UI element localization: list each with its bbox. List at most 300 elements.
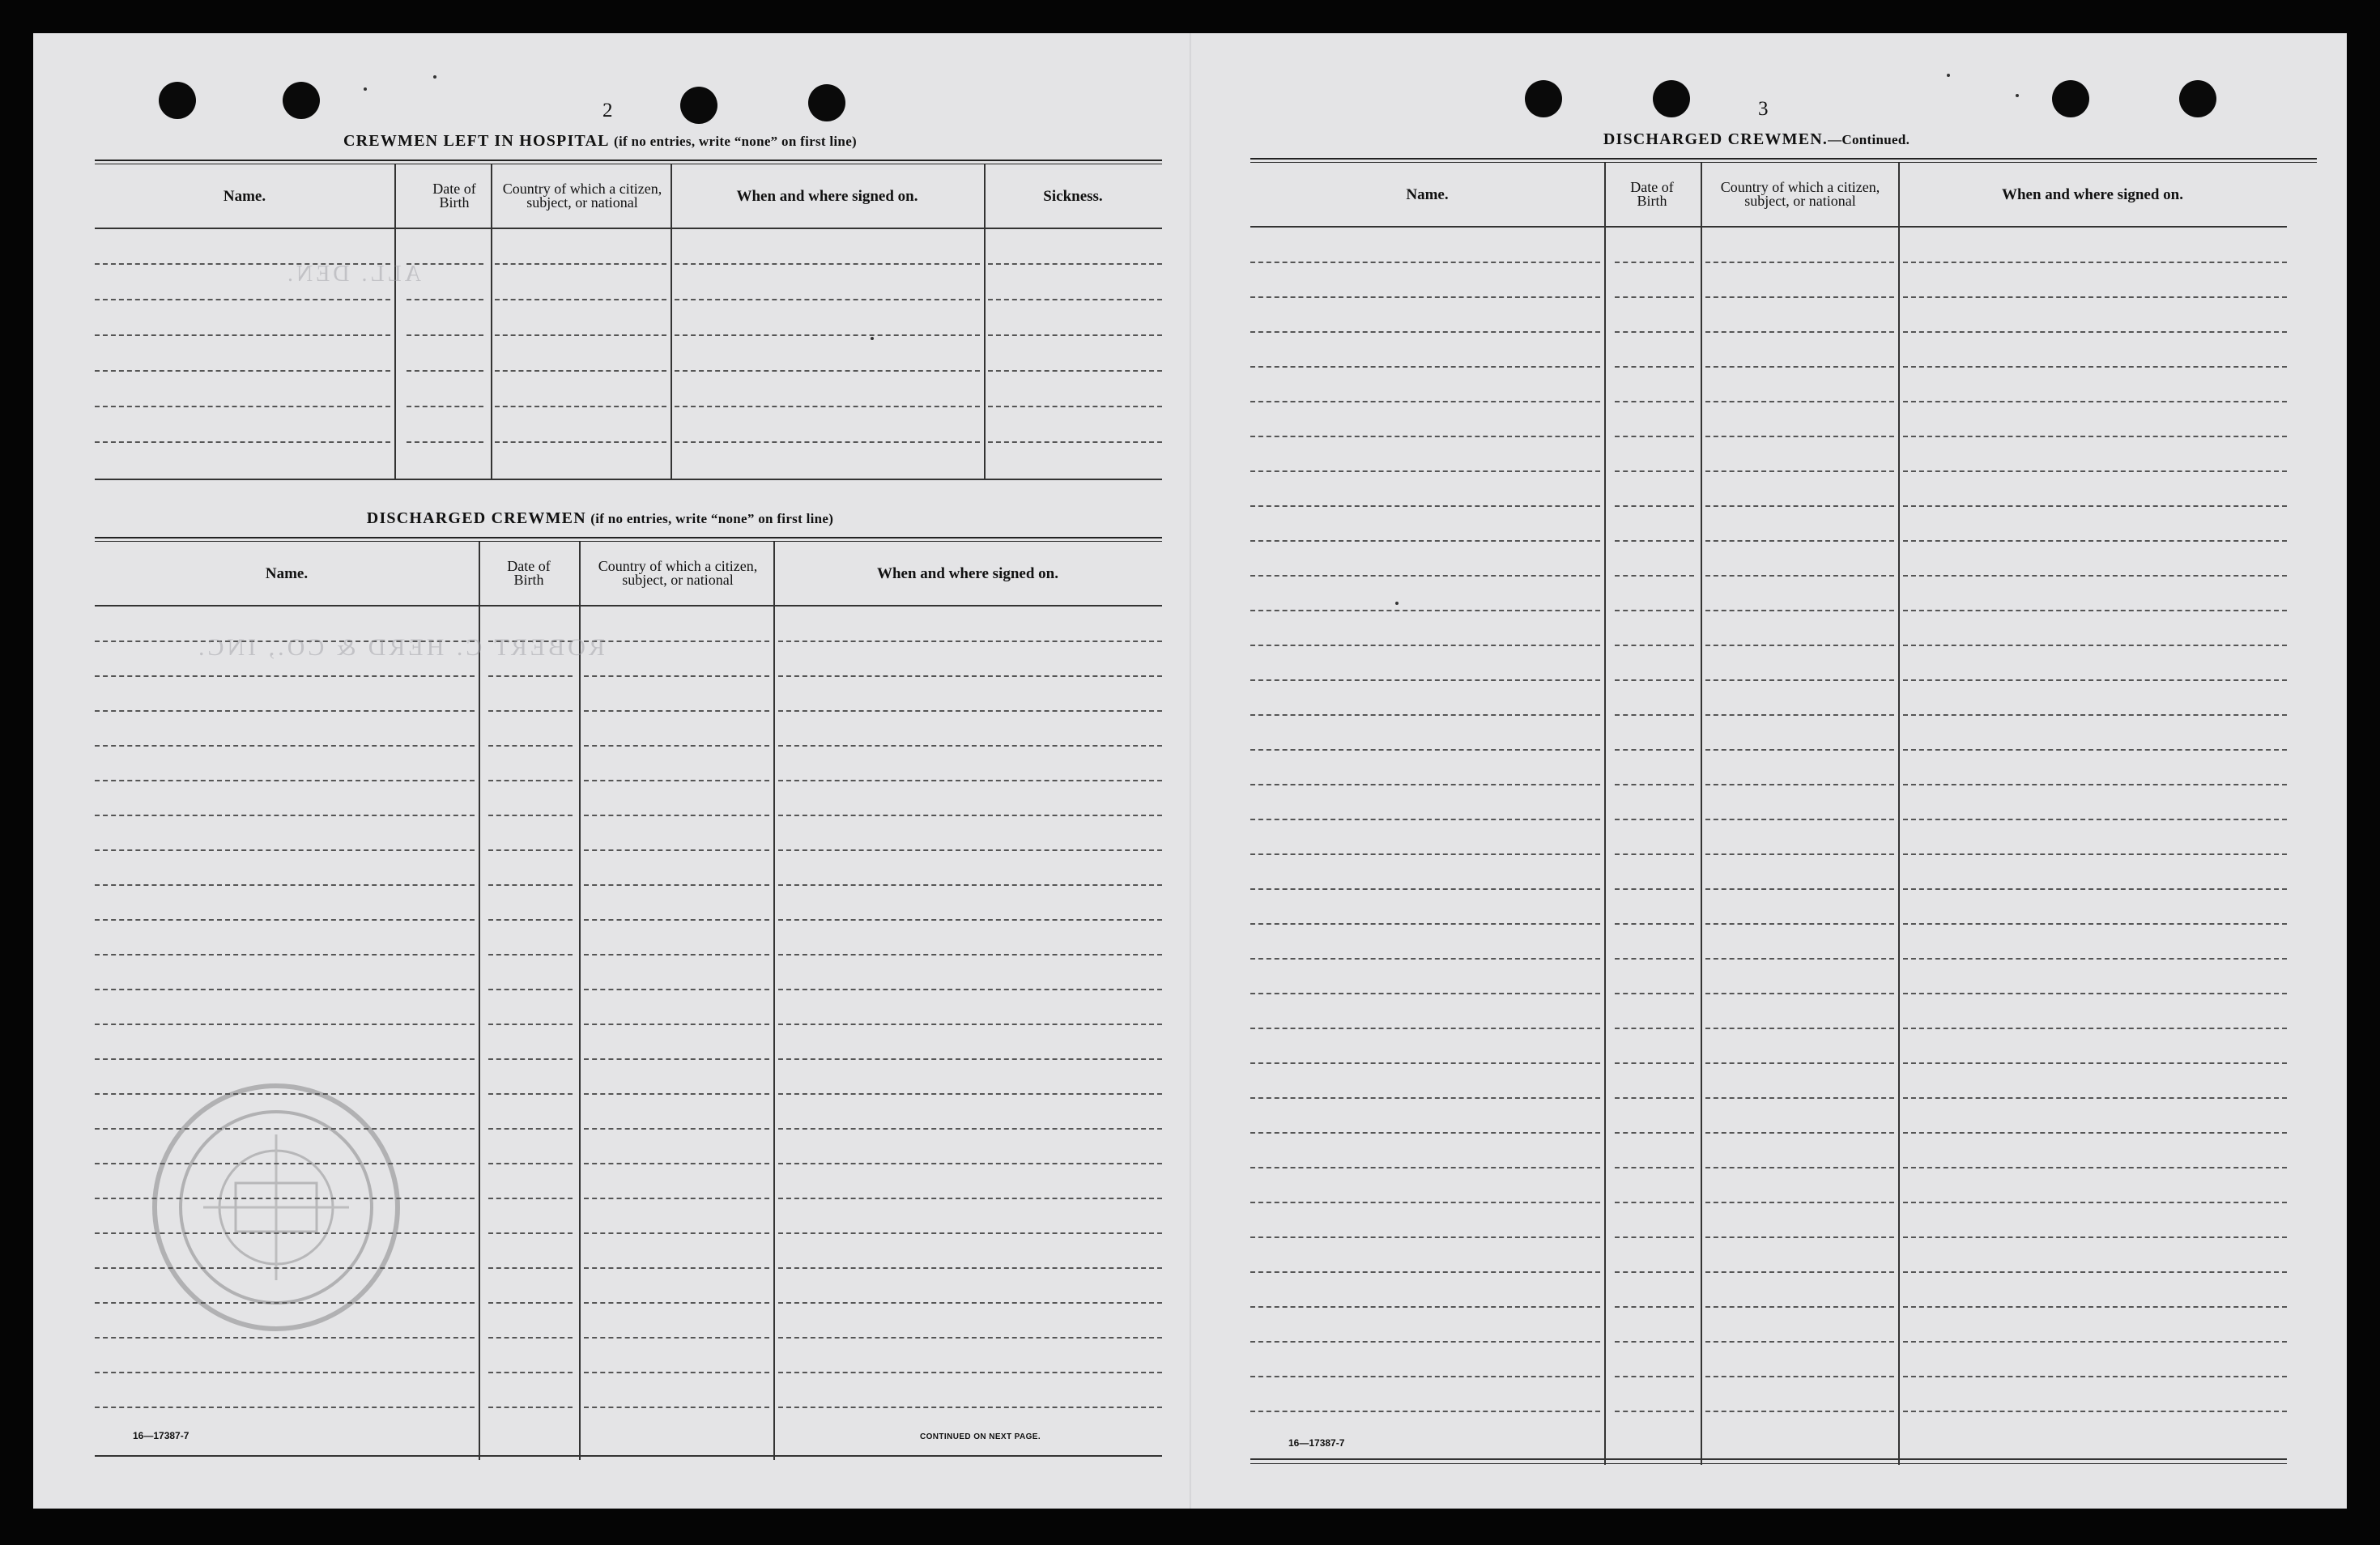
column-header-country: Country of which a citizen, subject, or national (1720, 179, 1880, 209)
entry-line (1615, 262, 1694, 263)
punch-hole (680, 87, 717, 124)
entry-line (1250, 262, 1600, 263)
entry-line (584, 745, 769, 747)
entry-line (778, 1128, 1162, 1130)
form-code-left: 16—17387-7 (133, 1430, 189, 1441)
entry-line (1903, 1028, 2287, 1029)
entry-line (1615, 888, 1694, 890)
column-header-country: Country of which a citizen, subject, or national (598, 558, 758, 588)
entry-line (1705, 1306, 1894, 1308)
entry-line (1615, 645, 1694, 646)
entry-line (778, 1163, 1162, 1164)
entry-line (675, 370, 980, 372)
entry-line (1615, 1097, 1694, 1099)
entry-line (1615, 366, 1694, 368)
entry-line (488, 1093, 573, 1095)
entry-line (584, 1058, 769, 1060)
entry-line (675, 406, 980, 407)
discharged-continued-note: —Continued. (1828, 132, 1910, 147)
entry-line (488, 1337, 573, 1339)
entry-line (778, 884, 1162, 886)
entry-line (488, 1232, 573, 1234)
entry-line (1615, 923, 1694, 925)
entry-line (1250, 366, 1600, 368)
bleed-through-text: ROBERT C. HERD & CO., INC. (195, 634, 605, 661)
entry-line (778, 1372, 1162, 1373)
entry-line (1615, 1236, 1694, 1238)
entry-line (1250, 853, 1600, 855)
ink-speck (364, 87, 367, 91)
entry-line (1903, 540, 2287, 542)
entry-line (1250, 1097, 1600, 1099)
entry-line (1615, 296, 1694, 298)
entry-line (1903, 1376, 2287, 1377)
entry-line (1903, 1202, 2287, 1203)
page-fold (1190, 33, 1191, 1509)
entry-line (95, 675, 475, 677)
entry-line (1705, 1376, 1894, 1377)
entry-line (1705, 819, 1894, 820)
entry-line (988, 334, 1162, 336)
entry-line (778, 1302, 1162, 1304)
entry-line (1903, 1271, 2287, 1273)
entry-line (488, 815, 573, 816)
entry-line (778, 780, 1162, 781)
entry-line (584, 849, 769, 851)
entry-line (1705, 1167, 1894, 1168)
entry-line (95, 849, 475, 851)
form-sheet (33, 33, 2347, 1509)
entry-line (1615, 853, 1694, 855)
entry-line (1250, 470, 1600, 472)
column-header-date-of-birth: Date of Birth (1630, 179, 1674, 209)
entry-line (1903, 1411, 2287, 1412)
entry-line (1705, 993, 1894, 994)
entry-line (95, 1407, 475, 1408)
entry-line (1250, 331, 1600, 333)
entry-line (95, 370, 390, 372)
entry-line (584, 1407, 769, 1408)
entry-line (488, 675, 573, 677)
entry-line (1250, 505, 1600, 507)
column-header-name: Name. (223, 187, 266, 205)
entry-line (1903, 262, 2287, 263)
entry-line (584, 1163, 769, 1164)
discharged-continued-main: DISCHARGED CREWMEN. (1603, 130, 1829, 148)
entry-line (1903, 366, 2287, 368)
entry-line (584, 989, 769, 990)
entry-line (988, 406, 1162, 407)
entry-line (584, 1024, 769, 1025)
entry-line (1615, 505, 1694, 507)
column-header-signed-on: When and where signed on. (2001, 185, 2183, 203)
entry-line (1903, 888, 2287, 890)
table-bottom-rule (1250, 1458, 2287, 1460)
entry-line (488, 919, 573, 921)
entry-line (1705, 1236, 1894, 1238)
entry-line (1705, 505, 1894, 507)
entry-line (1705, 923, 1894, 925)
entry-line (1903, 1236, 2287, 1238)
entry-line (1705, 401, 1894, 402)
punch-hole (159, 82, 196, 119)
discharged-section-title (114, 509, 1086, 528)
entry-line (778, 1093, 1162, 1095)
entry-line (1903, 436, 2287, 437)
discharged-continued-title (1352, 130, 2161, 149)
entry-line (1250, 610, 1600, 611)
column-header-signed-on: When and where signed on. (876, 564, 1058, 582)
entry-line (1250, 888, 1600, 890)
entry-line (1250, 819, 1600, 820)
entry-line (675, 263, 980, 265)
ink-speck (433, 75, 436, 79)
entry-line (1250, 401, 1600, 402)
entry-line (1903, 958, 2287, 960)
entry-line (488, 954, 573, 956)
entry-line (1250, 923, 1600, 925)
entry-line (1903, 331, 2287, 333)
punch-hole (808, 84, 845, 121)
entry-line (1903, 401, 2287, 402)
entry-line (488, 849, 573, 851)
column-header-sickness: Sickness. (1043, 187, 1103, 205)
entry-line (1705, 470, 1894, 472)
entry-line (988, 263, 1162, 265)
entry-line (488, 710, 573, 712)
entry-line (1903, 1132, 2287, 1134)
entry-line (1705, 610, 1894, 611)
entry-line (1705, 958, 1894, 960)
entry-line (778, 1024, 1162, 1025)
entry-line (95, 1372, 475, 1373)
entry-line (1903, 853, 2287, 855)
entry-line (1903, 923, 2287, 925)
entry-line (1250, 296, 1600, 298)
ink-speck (1947, 74, 1950, 77)
entry-line (1705, 1271, 1894, 1273)
continued-on-next-page: CONTINUED ON NEXT PAGE. (920, 1432, 1041, 1441)
entry-line (95, 1337, 475, 1339)
entry-line (1250, 645, 1600, 646)
entry-line (1903, 714, 2287, 716)
column-divider (1701, 163, 1702, 1465)
entry-line (1615, 1306, 1694, 1308)
entry-line (488, 1024, 573, 1025)
entry-line (1615, 610, 1694, 611)
entry-line (1250, 1271, 1600, 1273)
entry-line (988, 441, 1162, 443)
header-underline (1250, 226, 2287, 228)
entry-line (675, 334, 980, 336)
entry-line (95, 710, 475, 712)
entry-line (1705, 1341, 1894, 1343)
entry-line (1705, 1132, 1894, 1134)
entry-line (778, 1232, 1162, 1234)
column-header-date-of-birth: Date of Birth (432, 181, 476, 211)
form-code-right: 16—17387-7 (1288, 1437, 1345, 1449)
punch-hole (1653, 80, 1690, 117)
entry-line (1903, 1167, 2287, 1168)
entry-line (1250, 436, 1600, 437)
harbor-stamp-image (147, 1078, 406, 1337)
entry-line (1903, 296, 2287, 298)
column-divider (491, 164, 492, 480)
entry-line (1903, 1341, 2287, 1343)
entry-line (1903, 1306, 2287, 1308)
entry-line (1705, 296, 1894, 298)
entry-line (1250, 1028, 1600, 1029)
column-header-country: Country of which a citizen, subject, or national (502, 181, 662, 211)
entry-line (95, 815, 475, 816)
punch-hole (283, 82, 320, 119)
column-header-signed-on: When and where signed on. (736, 187, 918, 205)
entry-line (778, 710, 1162, 712)
entry-line (1615, 1202, 1694, 1203)
entry-line (495, 299, 666, 300)
entry-line (1615, 993, 1694, 994)
entry-line (1615, 714, 1694, 716)
entry-line (1615, 401, 1694, 402)
entry-line (1615, 1167, 1694, 1168)
entry-line (1705, 262, 1894, 263)
entry-line (1705, 784, 1894, 785)
entry-line (584, 780, 769, 781)
entry-line (1250, 784, 1600, 785)
entry-line (407, 406, 483, 407)
entry-line (584, 1302, 769, 1304)
entry-line (1615, 749, 1694, 751)
entry-line (584, 710, 769, 712)
entry-line (1705, 1097, 1894, 1099)
entry-line (778, 919, 1162, 921)
entry-line (1250, 1376, 1600, 1377)
punch-hole (2052, 80, 2089, 117)
entry-line (584, 884, 769, 886)
entry-line (488, 1198, 573, 1199)
entry-line (778, 745, 1162, 747)
entry-line (1615, 540, 1694, 542)
entry-line (488, 1267, 573, 1269)
column-divider (394, 164, 396, 480)
hospital-table (95, 160, 1162, 480)
entry-line (1615, 1341, 1694, 1343)
column-divider (479, 542, 480, 1460)
entry-line (1615, 784, 1694, 785)
entry-line (584, 815, 769, 816)
entry-line (95, 745, 475, 747)
entry-line (1615, 1062, 1694, 1064)
entry-line (1615, 958, 1694, 960)
discharged-table-right (1250, 158, 2317, 1465)
entry-line (1903, 1097, 2287, 1099)
entry-line (1615, 436, 1694, 437)
entry-line (1705, 1062, 1894, 1064)
entry-line (584, 919, 769, 921)
entry-line (778, 954, 1162, 956)
entry-line (1903, 505, 2287, 507)
entry-line (778, 1337, 1162, 1339)
table-bottom-rule (1250, 1463, 2287, 1464)
entry-line (95, 919, 475, 921)
entry-line (1250, 1341, 1600, 1343)
entry-line (675, 299, 980, 300)
entry-line (584, 1372, 769, 1373)
entry-line (778, 815, 1162, 816)
entry-line (95, 884, 475, 886)
entry-line (95, 299, 390, 300)
hospital-section-title (114, 132, 1086, 151)
entry-line (584, 1337, 769, 1339)
ink-speck (2016, 94, 2019, 97)
entry-line (1705, 853, 1894, 855)
discharged-title-note: (if no entries, write “none” on first line) (590, 511, 834, 526)
page-number-left: 2 (602, 100, 613, 121)
entry-line (1705, 749, 1894, 751)
entry-line (778, 641, 1162, 642)
entry-line (488, 1128, 573, 1130)
entry-line (495, 441, 666, 443)
entry-line (488, 884, 573, 886)
entry-line (584, 1198, 769, 1199)
entry-line (1250, 1062, 1600, 1064)
entry-line (1705, 1411, 1894, 1412)
column-header-date-of-birth: Date of Birth (507, 558, 551, 588)
entry-line (488, 989, 573, 990)
entry-line (1903, 575, 2287, 577)
entry-line (1615, 331, 1694, 333)
entry-line (488, 1302, 573, 1304)
discharged-title-main: DISCHARGED CREWMEN (366, 509, 586, 527)
entry-line (988, 299, 1162, 300)
entry-line (584, 954, 769, 956)
entry-line (407, 299, 483, 300)
entry-line (1250, 714, 1600, 716)
column-divider (579, 542, 581, 1460)
column-divider (1898, 163, 1900, 1465)
entry-line (1705, 888, 1894, 890)
entry-line (1903, 610, 2287, 611)
entry-line (1250, 1236, 1600, 1238)
entry-line (95, 780, 475, 781)
entry-line (1615, 1132, 1694, 1134)
entry-line (778, 1407, 1162, 1408)
entry-line (1250, 1202, 1600, 1203)
entry-line (488, 780, 573, 781)
entry-line (488, 1163, 573, 1164)
entry-line (1250, 679, 1600, 681)
entry-line (1705, 436, 1894, 437)
table-bottom-rule (95, 479, 1162, 480)
entry-line (1705, 1202, 1894, 1203)
entry-line (1903, 749, 2287, 751)
entry-line (1250, 993, 1600, 994)
entry-line (495, 370, 666, 372)
entry-line (95, 334, 390, 336)
entry-line (1250, 575, 1600, 577)
entry-line (1615, 679, 1694, 681)
entry-line (778, 849, 1162, 851)
entry-line (488, 1058, 573, 1060)
entry-line (488, 1407, 573, 1408)
entry-line (1250, 749, 1600, 751)
entry-line (675, 441, 980, 443)
entry-line (1903, 1062, 2287, 1064)
column-divider (1604, 163, 1606, 1465)
entry-line (778, 989, 1162, 990)
hospital-title-main: CREWMEN LEFT IN HOSPITAL (343, 132, 610, 150)
entry-line (1250, 958, 1600, 960)
entry-line (1903, 784, 2287, 785)
entry-line (584, 1267, 769, 1269)
punch-hole (2179, 80, 2216, 117)
entry-line (1250, 1167, 1600, 1168)
entry-line (584, 641, 769, 642)
entry-line (495, 263, 666, 265)
entry-line (584, 1232, 769, 1234)
entry-line (1705, 679, 1894, 681)
entry-line (1250, 540, 1600, 542)
entry-line (1705, 366, 1894, 368)
entry-line (1705, 540, 1894, 542)
entry-line (1705, 645, 1894, 646)
entry-line (488, 745, 573, 747)
entry-line (1615, 1411, 1694, 1412)
entry-line (1903, 645, 2287, 646)
entry-line (1615, 819, 1694, 820)
entry-line (95, 1058, 475, 1060)
entry-line (407, 334, 483, 336)
column-header-name: Name. (1406, 185, 1449, 203)
column-header-name: Name. (265, 564, 309, 582)
entry-line (407, 370, 483, 372)
header-underline (95, 605, 1162, 607)
header-underline (95, 228, 1162, 229)
entry-line (1250, 1411, 1600, 1412)
entry-line (95, 989, 475, 990)
entry-line (1903, 470, 2287, 472)
entry-line (1903, 679, 2287, 681)
table-bottom-rule (95, 1455, 1162, 1457)
entry-line (584, 1128, 769, 1130)
entry-line (1903, 993, 2287, 994)
entry-line (495, 334, 666, 336)
entry-line (495, 406, 666, 407)
entry-line (584, 1093, 769, 1095)
entry-line (1615, 575, 1694, 577)
entry-line (95, 406, 390, 407)
entry-line (95, 441, 390, 443)
entry-line (1903, 819, 2287, 820)
entry-line (778, 1267, 1162, 1269)
page-number-right: 3 (1758, 98, 1769, 120)
entry-line (407, 441, 483, 443)
entry-line (95, 1024, 475, 1025)
hospital-title-note: (if no entries, write “none” on first line) (614, 134, 857, 149)
entry-line (778, 1058, 1162, 1060)
entry-line (778, 1198, 1162, 1199)
entry-line (1615, 1271, 1694, 1273)
entry-line (95, 954, 475, 956)
entry-line (1615, 1028, 1694, 1029)
entry-line (1705, 331, 1894, 333)
punch-hole (1525, 80, 1562, 117)
entry-line (1705, 575, 1894, 577)
entry-line (1705, 1028, 1894, 1029)
column-divider (773, 542, 775, 1460)
bleed-through-text: ALL. DEN. (284, 262, 421, 287)
entry-line (778, 675, 1162, 677)
